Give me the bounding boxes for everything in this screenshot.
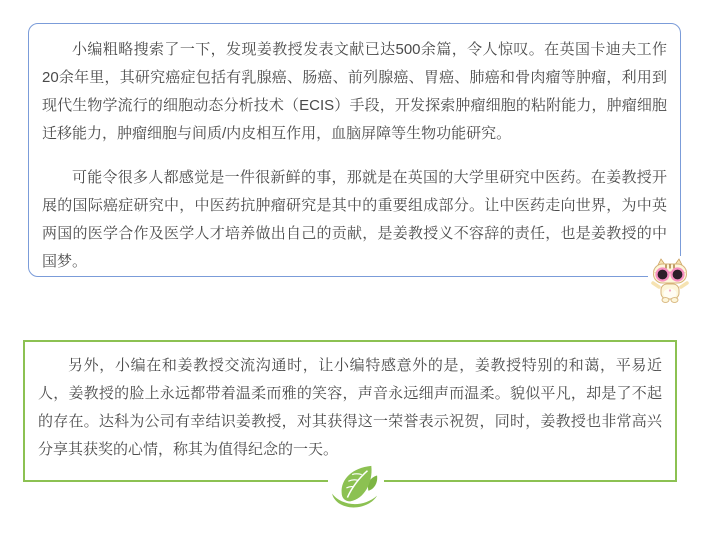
cat-emoticon-icon bbox=[648, 256, 692, 304]
leaf-logo-graphic bbox=[329, 464, 383, 509]
conclusion-section-box bbox=[23, 340, 677, 482]
body-paragraph: 另外，小编在和姜教授交流沟通时，让小编特感意外的是，姜教授特别的和蔼，平易近人，姜教授的脸上永远都带着温柔而雅的笑容，声音永远细声而温柔。貌似平凡，却是了不起的存在。达科为公司有幸结识姜教授，对其获得这一荣誉表示祝贺，同时，姜教授也非常高兴分享其获奖的心情，称其为值得纪念的一天。 bbox=[38, 357, 662, 458]
cat-emoticon-graphic bbox=[651, 257, 689, 303]
body-paragraph: 可能令很多人都感觉是一件很新鲜的事，那就是在英国的大学里研究中医药。在姜教授开展的国际癌症研究中，中医药抗肿瘤研究是其中的重要组成部分。让中医药走向世界，为中英两国的医学合作及医学人才培养做出自己的贡献，是姜教授义不容辞的责任，也是姜教授的中国梦。 bbox=[42, 169, 667, 270]
intro-section-box bbox=[28, 23, 681, 277]
leaf-logo-icon bbox=[328, 463, 384, 510]
body-paragraph: 小编粗略搜索了一下，发现姜教授发表文献已达500余篇，令人惊叹。在英国卡迪夫工作20余年里，其研究癌症包括有乳腺癌、肠癌、前列腺癌、胃癌、肺癌和骨肉瘤等肿瘤，利用到现代生物学流行的细胞动态分析技术（ECIS）手段，开发探索肿瘤细胞的粘附能力，肿瘤细胞迁移能力，肿瘤细胞与间质/内皮相互作用，血脑屏障等生物功能研究。 bbox=[42, 41, 667, 142]
